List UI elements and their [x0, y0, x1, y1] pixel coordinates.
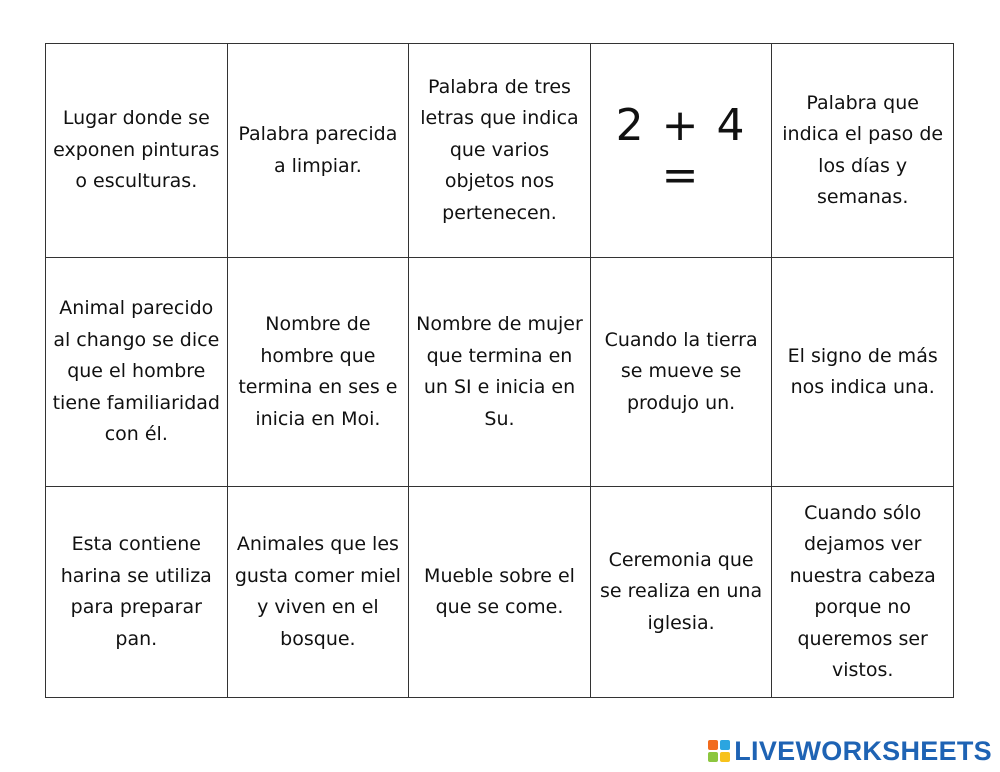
logo-square-blue — [720, 740, 730, 750]
clue-cell-r1c5: Palabra que indica el paso de los días y semanas. — [772, 44, 954, 258]
clue-cell-r1c4: 2 + 4 = — [590, 44, 772, 258]
grid-row-2 — [46, 258, 954, 487]
clue-cell-r3c4: Ceremonia que se realiza en una iglesia. — [590, 487, 772, 698]
clue-cell-r2c4: Cuando la tierra se mueve se produjo un. — [590, 258, 772, 487]
logo-square-green — [708, 752, 718, 762]
clue-cell-r1c2: Palabra parecida a limpiar. — [227, 44, 409, 258]
clue-cell-r2c1: Animal parecido al chango se dice que el hombre tiene familiaridad con él. — [46, 258, 228, 487]
clue-cell-r2c3: Nombre de mujer que termina en un SI e inicia en Su. — [409, 258, 591, 487]
logo-square-yellow — [720, 752, 730, 762]
clue-cell-r3c5: Cuando sólo dejamos ver nuestra cabeza porque no queremos ser vistos. — [772, 487, 954, 698]
clue-cell-r1c1: Lugar donde se exponen pinturas o esculturas. — [46, 44, 228, 258]
clue-cell-r2c2: Nombre de hombre que termina en ses e inicia en Moi. — [227, 258, 409, 487]
clue-grid — [45, 43, 954, 698]
clue-cell-r3c1: Esta contiene harina se utiliza para preparar pan. — [46, 487, 228, 698]
logo-square-orange — [708, 740, 718, 750]
grid-row-1 — [46, 44, 954, 258]
clue-cell-r3c2: Animales que les gusta comer miel y viven en el bosque. — [227, 487, 409, 698]
grid-row-3 — [46, 487, 954, 698]
clue-cell-r3c3: Mueble sobre el que se come. — [409, 487, 591, 698]
clue-cell-r1c3: Palabra de tres letras que indica que varios objetos nos pertenecen. — [409, 44, 591, 258]
logo-mark-icon — [708, 740, 730, 762]
clue-cell-r2c5: El signo de más nos indica una. — [772, 258, 954, 487]
liveworksheets-logo — [708, 735, 992, 767]
logo-text: LIVEWORKSHEETS — [734, 735, 992, 766]
